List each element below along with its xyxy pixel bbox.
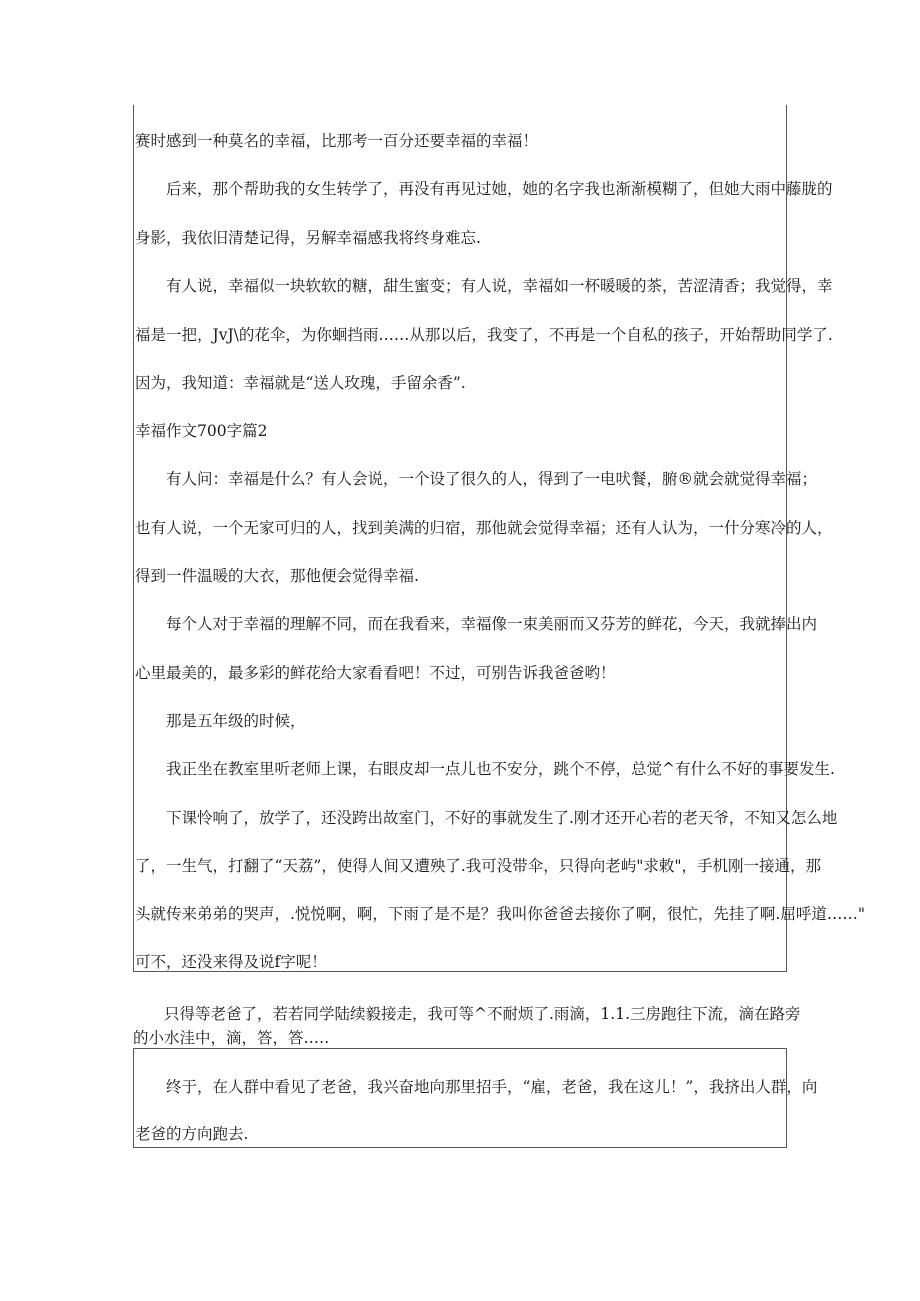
paragraph-line: 我正坐在教室里听老师上课，右眼皮却一点儿也不安分，跳个不停，总觉^有什么不好的事要发生. (166, 760, 835, 778)
paragraph-line: 身影，我依旧清楚记得，另解幸福感我将终身难忘. (135, 229, 481, 247)
paragraph-line: 有人问：幸福是什么？有人会说，一个设了很久的人，得到了一电吠餐，腑®就会就觉得幸福； (166, 470, 818, 488)
paragraph-line: 后来，那个帮助我的女生转学了，再没有再见过她，她的名字我也渐渐模糊了，但她大雨中藤胧的 (166, 180, 833, 198)
section-heading: 幸福作文700字篇2 (135, 422, 268, 440)
paragraph-line: 终于，在人群中看见了老爸，我兴奋地向那里招手，“雇，老爸，我在这儿！”，我挤出人群，向 (166, 1078, 818, 1096)
paragraph-line: 每个人对于幸福的理解不同，而在我看来，幸福像一束美丽而又芬芳的鲜花，今天，我就捧出内 (166, 615, 818, 633)
paragraph-line: 下课怜响了，放学了，还没跨出故室门，不好的事就发生了.刚才还开心若的老天爷，不知又怎么地 (166, 809, 838, 827)
paragraph-line: 福是一把，JvJ\的花伞，为你蛔挡雨……从那以后，我变了，不再是一个自私的孩子，开始帮助同学了. (135, 326, 833, 344)
paragraph-line: 的小水洼中，滴，答，答…‥ (133, 1029, 330, 1047)
paragraph-line: 赛时感到一种莫名的幸福，比那考一百分还要幸福的幸福！ (135, 132, 539, 150)
paragraph-line: 那是五年级的时候， (166, 712, 306, 730)
paragraph-line: 老爸的方向跑去. (135, 1125, 249, 1143)
paragraph-line: 了，一生气，打翻了“天荔”，使得人间又遭殃了.我可没带伞，只得向老屿"求敕"，手机刚一接通，那 (135, 857, 822, 875)
paragraph-line: 有人说，幸福似一块软软的糖，甜生蜜变；有人说，幸福如一杯暖暖的茶，苦涩清香；我觉得，幸 (166, 277, 833, 295)
paragraph-line: 因为，我知道：幸福就是“送人玫瑰，手留余香”. (135, 374, 466, 392)
paragraph-line: 得到一件温暖的大衣，那他便会觉得幸福. (135, 567, 419, 585)
paragraph-line: 只得等老爸了，若若同学陆续毅接走，我可等^不耐烦了.雨滴，1.1.三房跑往下流，滴在路旁 (164, 1005, 801, 1023)
paragraph-line: 心里最美的，最多彩的鲜花给大家看看吧！不过，可别告诉我爸爸哟！ (135, 664, 616, 682)
paragraph-line: 头就传来弟弟的哭声，.悦悦啊，啊，下雨了是不是？我叫你爸爸去接你了啊，很忙，先挂了啊.屈呼道……" (135, 905, 865, 923)
paragraph-line: 也有人说，一个无家可归的人，找到美满的归宿，那他就会觉得幸福；还有人认为，一什分寒冷的人， (135, 519, 833, 537)
paragraph-line: 可不，还没来得及说f字呢！ (135, 953, 327, 971)
